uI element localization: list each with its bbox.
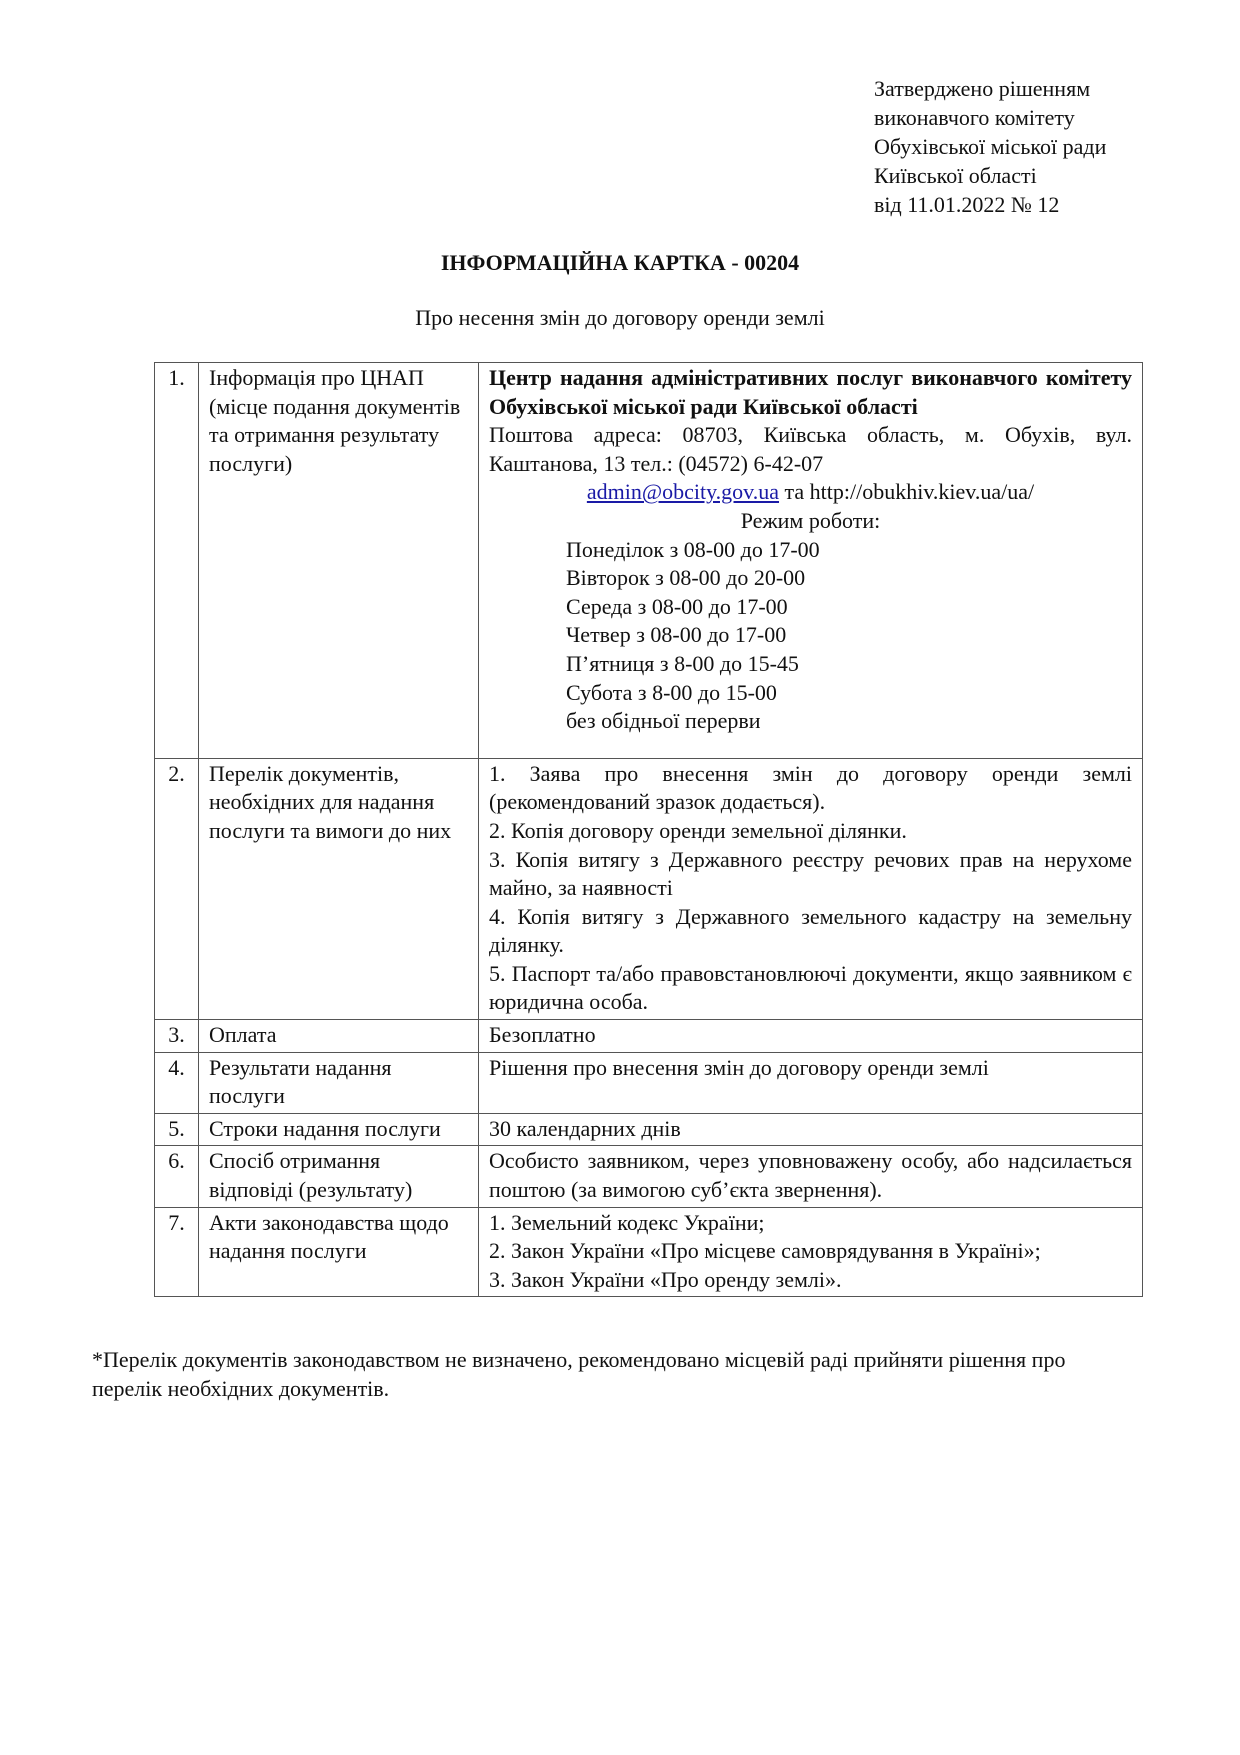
legislation-item: 1. Земельний кодекс України; [489, 1209, 765, 1235]
row-number: 6. [155, 1146, 199, 1207]
approval-date: від 11.01.2022 № 12 [874, 192, 1060, 217]
row-label: Акти законодавства щодо надання послуги [199, 1207, 479, 1297]
table-row [155, 1020, 1143, 1053]
cnap-org-name: Центр надання адміністративних послуг виконавчого комітету Обухівської міської ради Київської області [489, 365, 1132, 419]
row-label: Спосіб отримання відповіді (результату) [199, 1146, 479, 1207]
row-number: 5. [155, 1113, 199, 1146]
cnap-contacts [489, 478, 1132, 507]
legislation-item: 3. Закон України «Про оренду землі». [489, 1266, 842, 1292]
table-row [155, 1113, 1143, 1146]
row-label: Результати надання послуги [199, 1052, 479, 1113]
row-value: Безоплатно [479, 1020, 1143, 1053]
approval-line: Обухівської міської ради [874, 134, 1107, 159]
row-number: 2. [155, 758, 199, 1019]
document-item: 1. Заява про внесення змін до договору оренди землі (рекомендований зразок додається). [489, 760, 1132, 815]
row-value [479, 363, 1143, 759]
row-label: Строки надання послуги [199, 1113, 479, 1146]
row-value [479, 758, 1143, 1019]
row-value [479, 1207, 1143, 1297]
document-item: 3. Копія витягу з Державного реєстру речових прав на нерухоме майно, за наявності [489, 846, 1132, 901]
row-value: Рішення про внесення змін до договору оренди землі [479, 1052, 1143, 1113]
footnote: *Перелік документів законодавством не визначено, рекомендовано місцевій раді прийняти рішення про перелік необхідних документів. [92, 1347, 1066, 1401]
approval-line: Затверджено рішенням [874, 76, 1091, 101]
website-text: http://obukhiv.kiev.ua/ua/ [809, 479, 1035, 505]
approval-line: виконавчого комітету [874, 105, 1075, 130]
row-label: Інформація про ЦНАП (місце подання документів та отримання результату послуги) [199, 363, 479, 759]
schedule-list [489, 536, 1132, 736]
row-number: 4. [155, 1052, 199, 1113]
cnap-address: Поштова адреса: 08703, Київська область, м. Обухів, вул. Каштанова, 13 тел.: (04572) 6-42-07 [489, 422, 1132, 476]
contacts-conjunction: та [779, 479, 810, 505]
row-label: Перелік документів, необхідних для надання послуги та вимоги до них [199, 758, 479, 1019]
schedule-title: Режим роботи: [740, 507, 881, 533]
table-row [155, 363, 1143, 759]
document-item: 2. Копія договору оренди земельної ділянки. [489, 817, 907, 843]
document-item: 4. Копія витягу з Державного земельного кадастру на земельну ділянку. [489, 903, 1132, 958]
row-value: Особисто заявником, через уповноважену особу, або надсилається поштою (за вимогою суб’єкта звернення). [479, 1146, 1143, 1207]
schedule-item: Понеділок з 08-00 до 17-00 [566, 536, 820, 562]
document-subtitle: Про несення змін до договору оренди землі [415, 305, 825, 330]
schedule-item: Четвер з 08-00 до 17-00 [566, 622, 787, 648]
schedule-item: Субота з 8-00 до 15-00 [566, 679, 777, 705]
row-value: 30 календарних днів [479, 1113, 1143, 1146]
table-row [155, 1052, 1143, 1113]
document-title: ІНФОРМАЦІЙНА КАРТКА - 00204 [440, 250, 800, 275]
row-label: Оплата [199, 1020, 479, 1053]
table-row [155, 1207, 1143, 1297]
table-row [155, 758, 1143, 1019]
approval-block [874, 74, 1106, 219]
table-row [155, 1146, 1143, 1207]
approval-line: Київської області [874, 163, 1037, 188]
schedule-note: без обідньої перерви [566, 708, 761, 734]
email-link[interactable]: admin@obcity.gov.ua [586, 479, 780, 505]
legislation-item: 2. Закон України «Про місцеве самоврядування в Україні»; [489, 1238, 1041, 1264]
row-number: 3. [155, 1020, 199, 1053]
info-card-table [154, 362, 1143, 1297]
row-number: 7. [155, 1207, 199, 1297]
row-number: 1. [155, 363, 199, 759]
document-item: 5. Паспорт та/або правовстановлюючі документи, якщо заявником є юридична особа. [489, 960, 1132, 1015]
schedule-item: Середа з 08-00 до 17-00 [566, 593, 788, 619]
schedule-item: П’ятниця з 8-00 до 15-45 [566, 650, 799, 676]
schedule-item: Вівторок з 08-00 до 20-00 [566, 565, 806, 591]
